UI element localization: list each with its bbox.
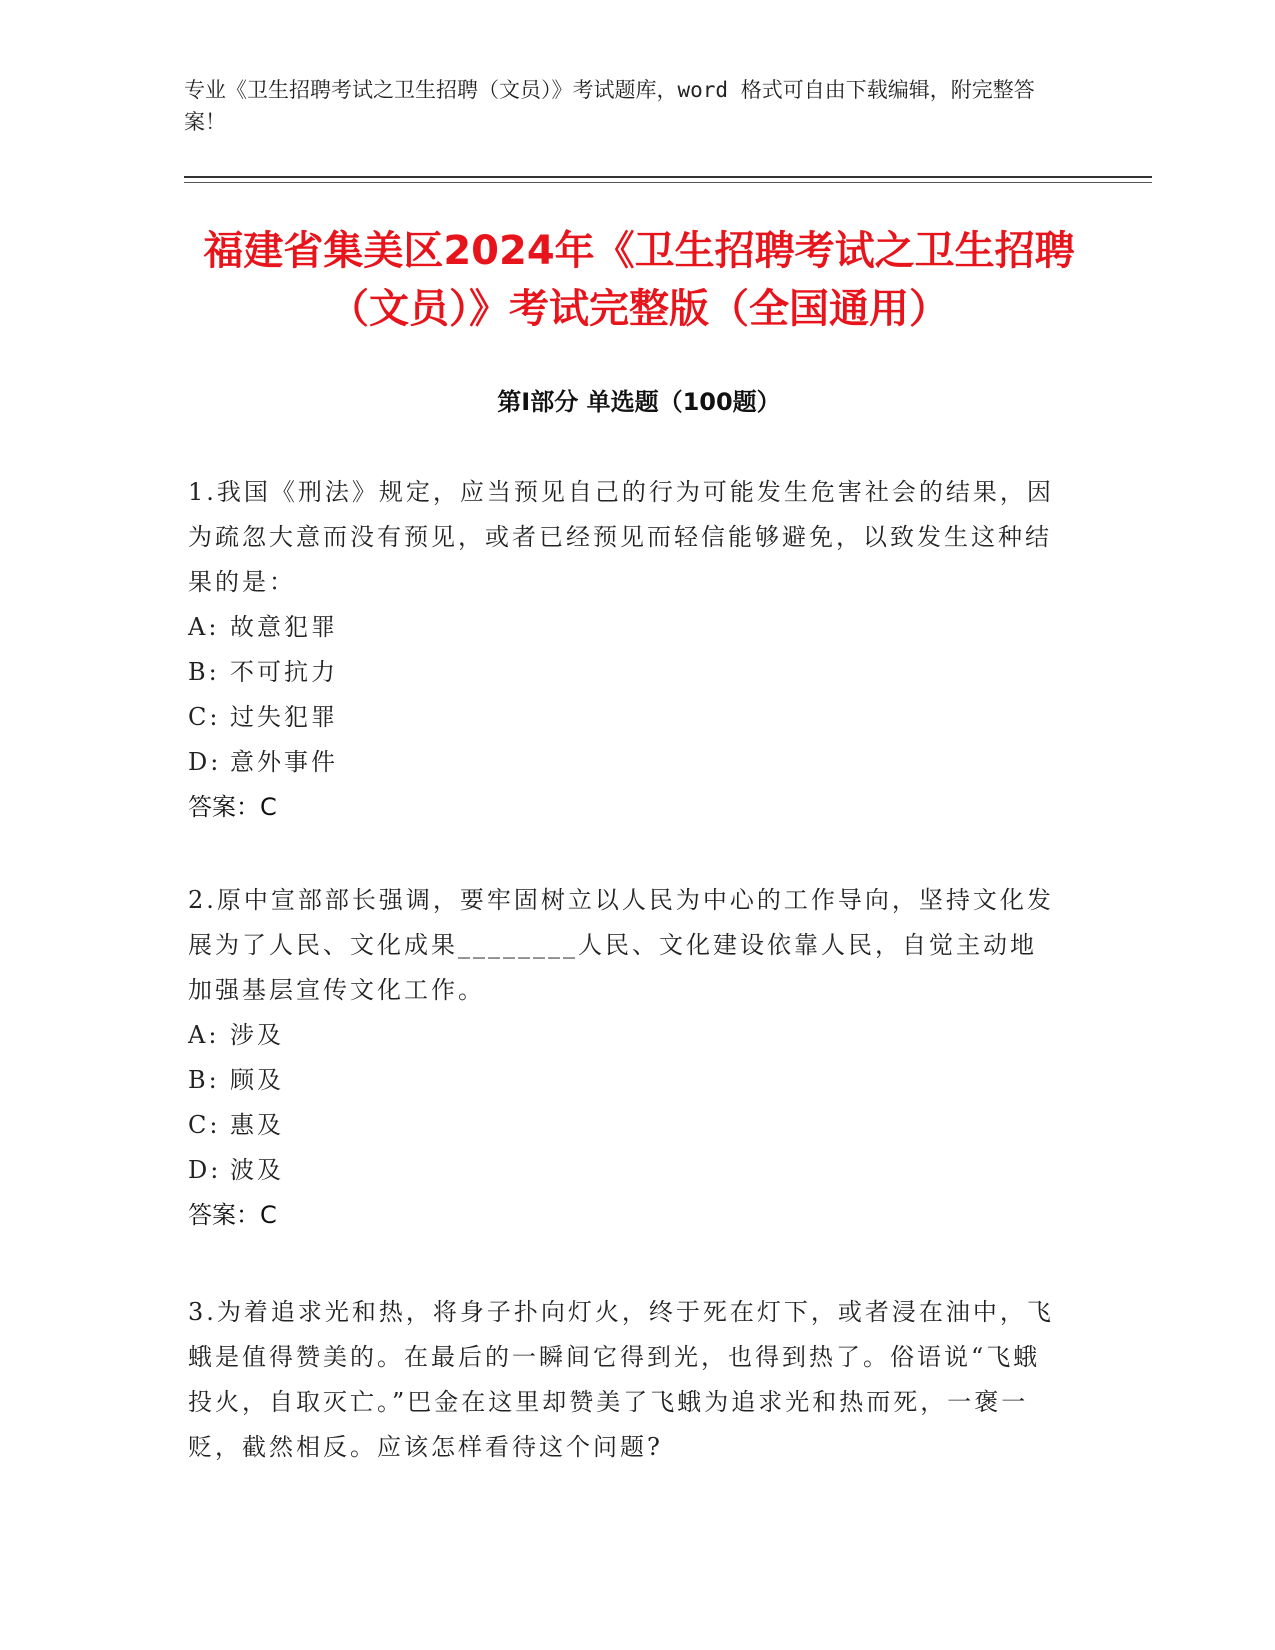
question-stem: 1.我国《刑法》规定，应当预见自己的行为可能发生危害社会的结果，因为疏忽大意而没有预见，或者已经预见而轻信能够避免，以致发生这种结果的是：	[188, 478, 1054, 596]
section-heading: 第Ⅰ部分 单选题（100题）	[497, 388, 781, 416]
option-text: 过失犯罪	[230, 703, 338, 731]
question-2	[188, 878, 1058, 1238]
option-letter: A:	[188, 613, 220, 641]
option-a	[188, 605, 1058, 650]
option-c	[188, 695, 1058, 740]
option-text: 顾及	[230, 1066, 284, 1094]
header-note: 专业《卫生招聘考试之卫生招聘（文员）》考试题库，word 格式可自由下载编辑，附完整答案！	[184, 78, 1035, 134]
option-letter: C:	[188, 703, 221, 731]
option-text: 意外事件	[230, 748, 338, 776]
question-1	[188, 470, 1058, 830]
option-letter: A:	[188, 1021, 220, 1049]
question-3	[188, 1290, 1058, 1470]
header-divider-thick	[184, 176, 1152, 178]
question-stem: 2.原中宣部部长强调，要牢固树立以人民为中心的工作导向，坚持文化发展为了人民、文化成果________人民、文化建设依靠人民，自觉主动地加强基层宣传文化工作。	[188, 886, 1054, 1004]
option-text: 波及	[230, 1156, 284, 1184]
answer-label: 答案：C	[188, 1201, 277, 1229]
question-stem: 3.为着追求光和热，将身子扑向灯火，终于死在灯下，或者浸在油中，飞蛾是值得赞美的。在最后的一瞬间它得到光，也得到热了。俗语说“飞蛾投火，自取灭亡。”巴金在这里却赞美了飞蛾为追求光和热而死，一褒一贬，截然相反。应该怎样看待这个问题?	[188, 1298, 1054, 1461]
option-letter: C:	[188, 1111, 221, 1139]
option-text: 不可抗力	[230, 658, 338, 686]
option-letter: D:	[188, 1156, 222, 1184]
option-b	[188, 1058, 1058, 1103]
option-letter: B:	[188, 658, 220, 686]
header-divider-thin	[184, 182, 1152, 183]
option-letter: B:	[188, 1066, 220, 1094]
option-text: 故意犯罪	[230, 613, 338, 641]
option-text: 涉及	[230, 1021, 284, 1049]
document-title: 福建省集美区2024年《卫生招聘考试之卫生招聘（文员）》考试完整版（全国通用）	[203, 228, 1075, 332]
option-a	[188, 1013, 1058, 1058]
option-b	[188, 650, 1058, 695]
option-c	[188, 1103, 1058, 1148]
option-d	[188, 740, 1058, 785]
option-d	[188, 1148, 1058, 1193]
option-letter: D:	[188, 748, 222, 776]
answer-label: 答案：C	[188, 793, 277, 821]
option-text: 惠及	[230, 1111, 284, 1139]
